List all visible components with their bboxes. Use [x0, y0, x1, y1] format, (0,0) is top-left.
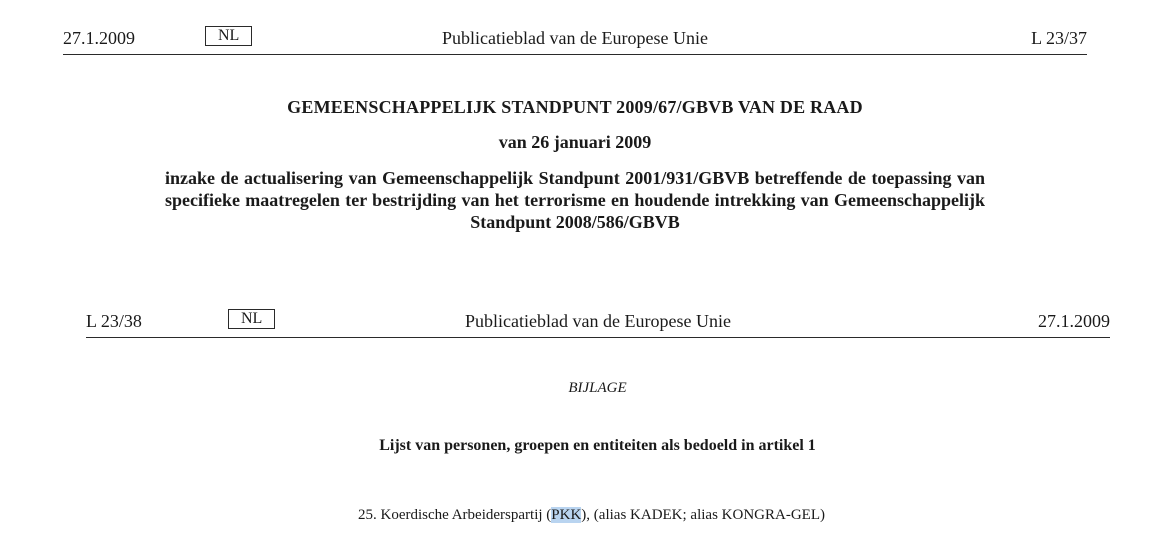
document-subject: inzake de actualisering van Gemeenschappelijk Standpunt 2001/931/GBVB betreffende de toepassing van specifieke maatregelen ter bestrijding van het terrorisme en houdende intrekking van Gemeenschappelijk Standpunt 2008/586/GBVB — [165, 168, 985, 232]
header-date: 27.1.2009 — [1038, 311, 1110, 331]
annex-heading: Lijst van personen, groepen en entiteiten als bedoeld in artikel 1 — [379, 437, 816, 454]
language-badge: NL — [205, 26, 252, 46]
page-reference: L 23/37 — [1031, 28, 1087, 48]
page-header-top — [63, 24, 1087, 55]
highlighted-text[interactable]: PKK — [551, 507, 582, 523]
document-date: van 26 januari 2009 — [498, 132, 652, 152]
journal-title: Publicatieblad van de Europese Unie — [442, 28, 708, 48]
list-item-text-rest: ), (alias KADEK; alias KONGRA-GEL) — [581, 507, 825, 523]
journal-title: Publicatieblad van de Europese Unie — [465, 311, 731, 331]
document-title: GEMEENSCHAPPELIJK STANDPUNT 2009/67/GBVB VAN DE RAAD — [287, 97, 863, 117]
header-date: 27.1.2009 — [63, 28, 135, 48]
list-item-text: 25. Koerdische Arbeiderspartij ( — [358, 507, 552, 523]
list-item — [358, 507, 825, 524]
page-header-bottom — [86, 307, 1110, 338]
language-badge: NL — [228, 309, 275, 329]
page-reference: L 23/38 — [86, 311, 142, 331]
annex-label: BIJLAGE — [568, 380, 627, 396]
